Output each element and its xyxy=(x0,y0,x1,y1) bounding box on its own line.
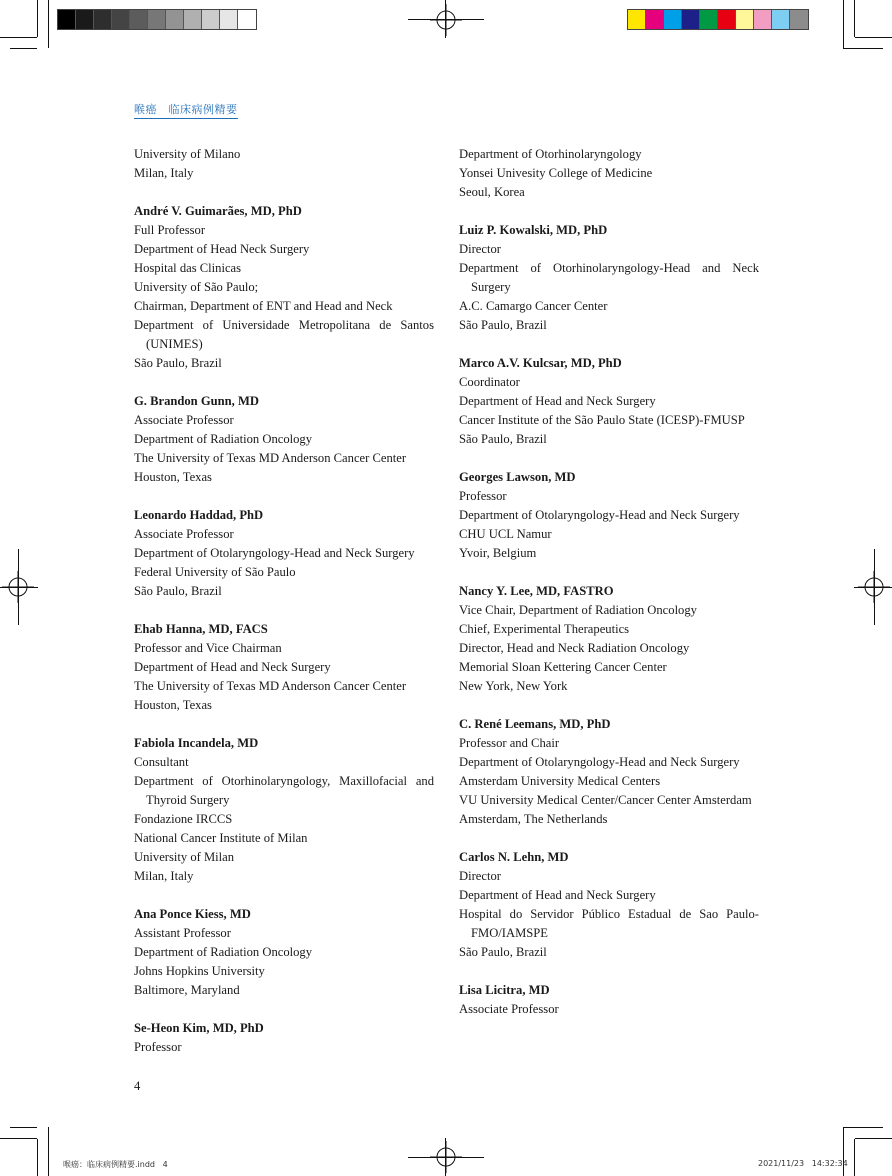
contributor-entry xyxy=(134,506,434,601)
crop-mark xyxy=(843,0,844,48)
crop-mark xyxy=(855,1138,892,1139)
color-swatch xyxy=(736,10,754,29)
affiliation-line: Cancer Institute of the São Paulo State (ICESP)-FMUSP xyxy=(459,413,745,427)
contributor-name: Ehab Hanna, MD, FACS xyxy=(134,622,268,636)
color-swatch xyxy=(664,10,682,29)
affiliation-line: São Paulo, Brazil xyxy=(459,318,547,332)
affiliation-line: Department of Head Neck Surgery xyxy=(134,242,310,256)
affiliation-line: Chief, Experimental Therapeutics xyxy=(459,622,630,636)
contributor-entry xyxy=(134,392,434,487)
affiliation-line: CHU UCL Namur xyxy=(459,527,552,541)
crop-mark xyxy=(48,1127,49,1176)
affiliation-line: Department of Otolaryngology-Head and Neck Surgery xyxy=(134,546,415,560)
color-swatch xyxy=(772,10,790,29)
affiliation-line: Full Professor xyxy=(134,223,206,237)
registration-line xyxy=(408,19,484,20)
affiliation-line: Vice Chair, Department of Radiation Oncology xyxy=(459,603,697,617)
affiliation-line: Department of Otorhinolaryngology xyxy=(459,147,642,161)
crop-mark xyxy=(10,48,37,49)
affiliation-line: Assistant Professor xyxy=(134,926,231,940)
affiliation-line: Memorial Sloan Kettering Cancer Center xyxy=(459,660,667,674)
affiliation-line: Director, Head and Neck Radiation Oncology xyxy=(459,641,690,655)
crop-mark xyxy=(0,37,37,38)
crop-mark xyxy=(843,48,883,49)
slug-timestamp: 2021/11/23 14:32:34 xyxy=(758,1159,848,1168)
crop-mark xyxy=(843,1127,883,1128)
affiliation-line: Associate Professor xyxy=(459,1002,559,1016)
affiliation-line: Houston, Texas xyxy=(134,698,212,712)
affiliation-line: Houston, Texas xyxy=(134,470,212,484)
contributor-name: Se-Heon Kim, MD, PhD xyxy=(134,1021,264,1035)
contributor-entry xyxy=(134,905,434,1000)
crop-mark xyxy=(855,37,892,38)
registration-mark-icon xyxy=(430,4,462,36)
affiliation-line: Fondazione IRCCS xyxy=(134,812,233,826)
affiliation-line: Federal University of São Paulo xyxy=(134,565,296,579)
contributor-entry xyxy=(134,1019,434,1057)
contributor-entry xyxy=(459,221,759,335)
color-swatch xyxy=(166,10,184,29)
affiliation-line: Johns Hopkins University xyxy=(134,964,265,978)
registration-line xyxy=(408,1157,484,1158)
affiliation-line: A.C. Camargo Cancer Center xyxy=(459,299,608,313)
slug-file-name: 喉癌：临床病例精要.indd 4 xyxy=(63,1160,168,1169)
color-swatch xyxy=(94,10,112,29)
contributor-entry xyxy=(134,734,434,886)
affiliation-line: Chairman, Department of ENT and Head and Neck xyxy=(134,299,393,313)
affiliation-line: Department of Otorhinolaryngology-Head and Neck Surgery xyxy=(459,261,759,294)
contributor-entry xyxy=(134,620,434,715)
registration-line xyxy=(0,587,38,588)
color-swatch xyxy=(112,10,130,29)
affiliation-line: São Paulo, Brazil xyxy=(134,356,222,370)
registration-line xyxy=(445,1138,446,1176)
affiliation-line: New York, New York xyxy=(459,679,568,693)
affiliation-line: Department of Head and Neck Surgery xyxy=(134,660,331,674)
affiliation-line: National Cancer Institute of Milan xyxy=(134,831,308,845)
affiliation-line: Director xyxy=(459,242,501,256)
contributor-name: Leonardo Haddad, PhD xyxy=(134,508,264,522)
affiliation-line: University of Milan xyxy=(134,850,235,864)
color-swatch xyxy=(202,10,220,29)
affiliation-line: Milan, Italy xyxy=(134,869,194,883)
color-swatch xyxy=(76,10,94,29)
affiliation-line: Department of Head and Neck Surgery xyxy=(459,888,656,902)
contributor-entry xyxy=(134,145,434,183)
affiliation-line: Associate Professor xyxy=(134,527,234,541)
contributor-name: C. René Leemans, MD, PhD xyxy=(459,717,611,731)
contributor-entry xyxy=(459,468,759,563)
affiliation-line: Professor and Chair xyxy=(459,736,560,750)
affiliation-line: Amsterdam, The Netherlands xyxy=(459,812,608,826)
color-swatch xyxy=(790,10,808,29)
color-swatch xyxy=(184,10,202,29)
contributor-entry xyxy=(459,582,759,696)
crop-mark xyxy=(48,0,49,48)
color-swatch xyxy=(628,10,646,29)
affiliation-line: Director xyxy=(459,869,501,883)
left-column xyxy=(134,145,434,1076)
crop-mark xyxy=(37,1139,38,1176)
contributor-name: Luiz P. Kowalski, MD, PhD xyxy=(459,223,608,237)
contributor-name: Nancy Y. Lee, MD, FASTRO xyxy=(459,584,614,598)
color-swatch xyxy=(754,10,772,29)
affiliation-line: Department of Head and Neck Surgery xyxy=(459,394,656,408)
affiliation-line: Consultant xyxy=(134,755,189,769)
contributor-entry xyxy=(459,981,759,1019)
contributor-name: G. Brandon Gunn, MD xyxy=(134,394,259,408)
right-column xyxy=(459,145,759,1038)
contributor-name: Lisa Licitra, MD xyxy=(459,983,550,997)
color-swatch xyxy=(58,10,76,29)
affiliation-line: Professor xyxy=(134,1040,182,1054)
affiliation-line: Yonsei Univesity College of Medicine xyxy=(459,166,653,180)
contributor-entry xyxy=(459,715,759,829)
affiliation-line: Professor xyxy=(459,489,507,503)
color-swatch xyxy=(148,10,166,29)
contributor-entry xyxy=(134,202,434,373)
affiliation-line: Yvoir, Belgium xyxy=(459,546,537,560)
crop-mark xyxy=(843,1127,844,1176)
affiliation-line: Department of Radiation Oncology xyxy=(134,432,313,446)
page-number: 4 xyxy=(134,1079,141,1093)
crop-mark xyxy=(854,0,855,37)
contributor-name: Carlos N. Lehn, MD xyxy=(459,850,569,864)
affiliation-line: São Paulo, Brazil xyxy=(134,584,222,598)
affiliation-line: São Paulo, Brazil xyxy=(459,432,547,446)
gray-color-bar xyxy=(57,9,257,30)
affiliation-line: São Paulo, Brazil xyxy=(459,945,547,959)
affiliation-line: The University of Texas MD Anderson Cancer Center xyxy=(134,451,407,465)
color-swatch xyxy=(130,10,148,29)
affiliation-line: Coordinator xyxy=(459,375,520,389)
affiliation-line: University of Milano xyxy=(134,147,241,161)
color-swatch xyxy=(238,10,256,29)
color-swatch xyxy=(682,10,700,29)
affiliation-line: Department of Otolaryngology-Head and Neck Surgery xyxy=(459,755,740,769)
contributor-name: Georges Lawson, MD xyxy=(459,470,576,484)
process-color-bar xyxy=(627,9,809,30)
affiliation-line: Department of Radiation Oncology xyxy=(134,945,313,959)
contributor-entry xyxy=(459,145,759,202)
contributor-name: Ana Ponce Kiess, MD xyxy=(134,907,251,921)
affiliation-line: Department of Universidade Metropolitana de Santos (UNIMES) xyxy=(134,318,434,351)
affiliation-line: Department of Otolaryngology-Head and Neck Surgery xyxy=(459,508,740,522)
affiliation-line: VU University Medical Center/Cancer Center Amsterdam xyxy=(459,793,752,807)
affiliation-line: Amsterdam University Medical Centers xyxy=(459,774,661,788)
running-head: 喉癌 临床病例精要 xyxy=(134,101,238,119)
contributor-name: Marco A.V. Kulcsar, MD, PhD xyxy=(459,356,622,370)
contributor-entry xyxy=(459,354,759,449)
crop-mark xyxy=(0,1138,37,1139)
contributor-name: André V. Guimarães, MD, PhD xyxy=(134,204,302,218)
affiliation-line: Hospital das Clinicas xyxy=(134,261,242,275)
affiliation-line: Department of Otorhinolaryngology, Maxillofacial and Thyroid Surgery xyxy=(134,774,434,807)
crop-mark xyxy=(10,1127,37,1128)
contributor-entry xyxy=(459,848,759,962)
affiliation-line: Milan, Italy xyxy=(134,166,194,180)
affiliation-line: Associate Professor xyxy=(134,413,234,427)
affiliation-line: Baltimore, Maryland xyxy=(134,983,240,997)
affiliation-line: The University of Texas MD Anderson Cancer Center xyxy=(134,679,407,693)
affiliation-line: Professor and Vice Chairman xyxy=(134,641,282,655)
registration-line xyxy=(854,587,892,588)
color-swatch xyxy=(700,10,718,29)
color-swatch xyxy=(646,10,664,29)
registration-line xyxy=(445,0,446,38)
affiliation-line: University of São Paulo; xyxy=(134,280,259,294)
affiliation-line: Seoul, Korea xyxy=(459,185,525,199)
color-swatch xyxy=(220,10,238,29)
color-swatch xyxy=(718,10,736,29)
contributor-name: Fabiola Incandela, MD xyxy=(134,736,259,750)
crop-mark xyxy=(854,1139,855,1176)
crop-mark xyxy=(37,0,38,37)
affiliation-line: Hospital do Servidor Público Estadual de Sao Paulo-FMO/IAMSPE xyxy=(459,907,759,940)
